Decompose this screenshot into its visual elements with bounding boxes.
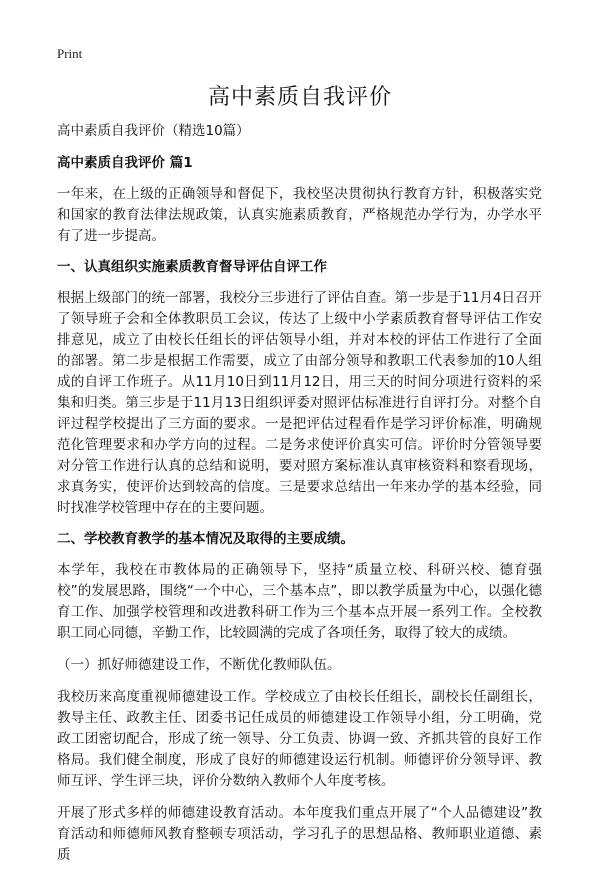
section2-heading: 二、学校教育教学的基本情况及取得的主要成绩。: [57, 531, 354, 547]
subsection1-paragraph-2: 开展了形式多样的师德建设教育活动。本年度我们重点开展了“个人品德建设”教育活动和师德师风教育整顿专项活动，学习孔子的思想品格、教师职业道德、素质: [57, 805, 542, 863]
subsection1-heading: （一）抓好师德建设工作，不断优化教师队伍。: [57, 657, 341, 673]
document-subtitle: 高中素质自我评价（精选10篇）: [57, 123, 250, 139]
section2-paragraph: 本学年，我校在市教体局的正确领导下，坚持“质量立校、科研兴校、德育强校”的发展思路，围绕“一个中心，三个基本点”，即以教学质量为中心，以强化德育工作、加强学校管理和改进教科研工作为三个基本点开展一系列工作。全校教职工同心同德，辛勤工作，比较圆满的完成了各项任务，取得了较大的成绩。: [57, 562, 542, 641]
document-body: [57, 122, 542, 877]
article-heading: 高中素质自我评价 篇1: [57, 155, 193, 171]
section1-paragraph: 根据上级部门的统一部署，我校分三步进行了评估自查。第一步是于11月4日召开了领导班子会和全体教职员工会议，传达了上级中小学素质教育督导评估工作安排意见，成立了由校长任组长的评估领导小组，并对本校的评估工作进行了全面的部署。第二步是根据工作需要，成立了由部分领导和教职工代表参加的10人组成的自评工作班子。从11月10日到11月12日，用三天的时间分项进行资料的采集和归类。第三步是于11月13日组织评委对照评估标准进行自评打分。对整个自评过程学校提出了三方面的要求。一是把评估过程看作是学习评价标准，明确规范化管理要求和办学方向的过程。二是务求使评价真实可信。评价时分管领导要对分管工作进行认真的总结和说明，要对照方案标准认真审核资料和察看现场，求真务实，使评价达到较高的信度。三是要求总结出一年来办学的基本经验，同时找准学校管理中存在的主要问题。: [57, 290, 542, 516]
print-link[interactable]: Print: [57, 46, 83, 61]
intro-paragraph: 一年来，在上级的正确领导和督促下，我校坚决贯彻执行教育方针，积极落实党和国家的教育法律法规政策，认真实施素质教育，严格规范办学行为，办学水平有了进一步提高。: [57, 186, 542, 244]
document-title: 高中素质自我评价: [207, 85, 392, 110]
section1-heading: 一、认真组织实施素质教育督导评估自评工作: [57, 259, 327, 275]
subsection1-paragraph: 我校历来高度重视师德建设工作。学校成立了由校长任组长，副校长任副组长，教导主任、政教主任、团委书记任成员的师德建设工作领导小组，分工明确，党政工团密切配合，形成了统一领导、分工负责、协调一致、齐抓共管的良好工作格局。我们健全制度，形成了良好的师德建设运行机制。师德评价分领导评、教师互评、学生评三块，评价分数纳入教师个人年度考核。: [57, 689, 542, 789]
